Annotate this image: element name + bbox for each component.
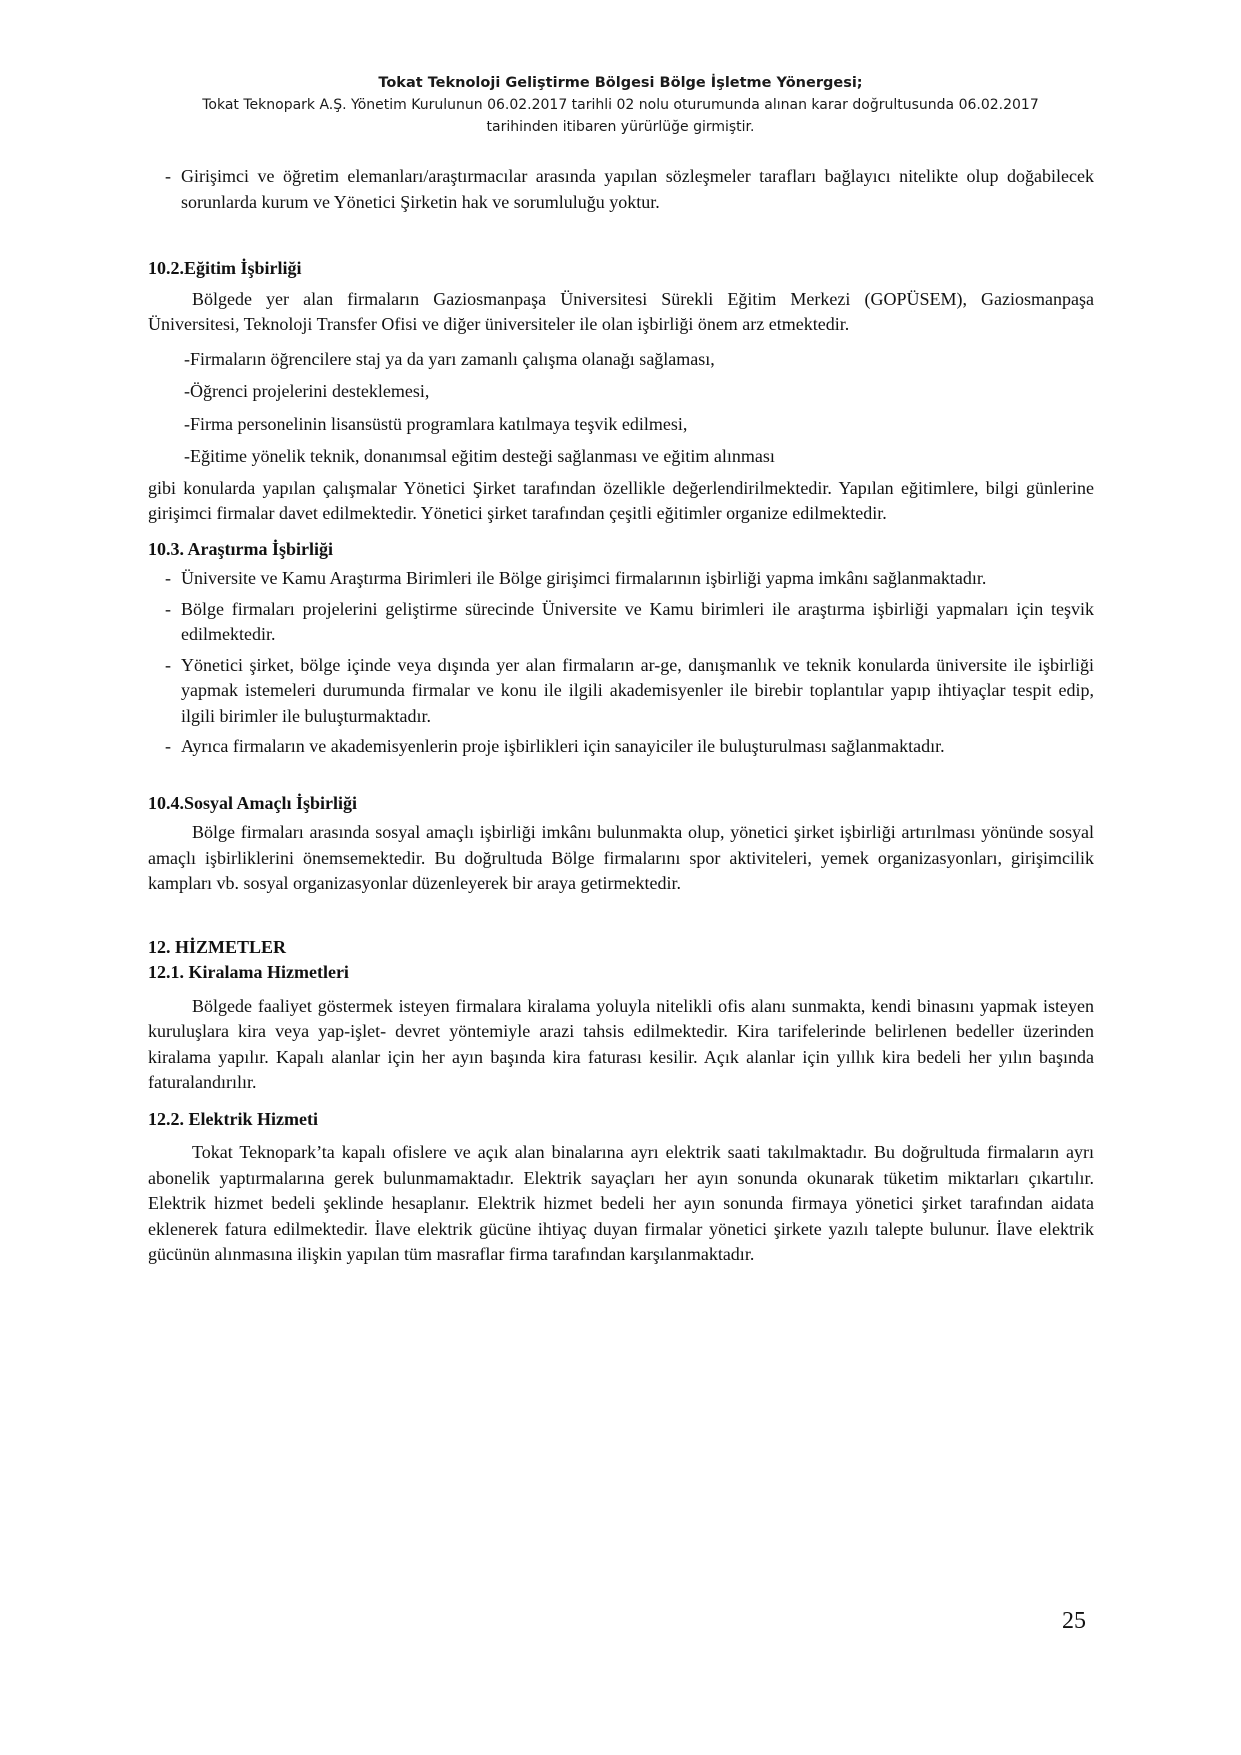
page-content bbox=[148, 164, 1094, 1268]
section-10-4-paragraph: Bölge firmaları arasında sosyal amaçlı işbirliği imkânı bulunmakta olup, yönetici şirket işbirliği artırılması yönünde sosyal amaçlı işbirliklerini önemsemektedir. Bu doğrultuda Bölge firmalarını spor aktiviteleri, yemek organizasyonları, girişimcilik kampları vb. sosyal organizasyonlar düzenleyerek bir araya getirmektedir. bbox=[148, 822, 1094, 893]
section-heading-10-4: 10.4.Sosyal Amaçlı İşbirliği bbox=[148, 792, 358, 813]
section-10-2-item: -Öğrenci projelerini desteklemesi, bbox=[184, 381, 430, 401]
section-10-3-item bbox=[148, 566, 1094, 592]
section-10-3-item-text: Üniversite ve Kamu Araştırma Birimleri ile Bölge girişimci firmalarının işbirliği yapma imkânı sağlanmaktadır. bbox=[181, 568, 987, 588]
section-10-2-item: -Eğitime yönelik teknik, donanımsal eğitim desteği sağlanması ve eğitim alınması bbox=[184, 446, 775, 466]
section-heading-12: 12. HİZMETLER bbox=[148, 936, 287, 957]
section-10-3-item-text: Bölge firmaları projelerini geliştirme sürecinde Üniversite ve Kamu birimleri ile araştırma işbirliği yapmaları için teşvik edilmektedir. bbox=[181, 598, 1094, 644]
section-10-2-closing: gibi konularda yapılan çalışmalar Yönetici Şirket tarafından özellikle değerlendirilmektedir. Yapılan eğitimlere, bilgi günlerine girişimci firmalar davet edilmektedir. Yönetici şirket tarafından çeşitli eğitimler organize edilmektedir. bbox=[148, 477, 1094, 523]
section-10-2-item: -Firma personelinin lisansüstü programlara katılmaya teşvik edilmesi, bbox=[184, 413, 688, 434]
dash-marker: - bbox=[165, 736, 171, 756]
section-12-2-paragraph: Tokat Teknopark’ta kapalı ofislere ve açık alan binalarına ayrı elektrik saati takılmaktadır. Bu doğrultuda firmaların ayrı abonelik yaptırmalarına gerek bulunmamaktadır. Elektrik sayaçları her ayın sonunda okunarak tüketim miktarları çıkartılır. Elektrik hizmet bedeli şeklinde hesaplanır. Elektrik hizmet bedeli her ayın sonunda firmaya yönetici şirket tarafından aidata eklenerek fatura edilmektedir. İlave elektrik gücüne ihtiyaç duyan firmalar yönetici şirkete yazılı talepte bulunur. İlave elektrik gücünün alınmasına ilişkin yapılan tüm masraflar firma tarafından karşılanmaktadır. bbox=[148, 1142, 1094, 1264]
section-10-3-item bbox=[148, 734, 1094, 760]
dash-marker: - bbox=[165, 568, 171, 588]
dash-marker: - bbox=[165, 166, 171, 186]
dash-marker: - bbox=[165, 654, 171, 675]
dash-marker: - bbox=[165, 598, 171, 619]
header-line-2: tarihinden itibaren yürürlüğe girmiştir. bbox=[486, 119, 755, 135]
section-12-1-paragraph: Bölgede faaliyet göstermek isteyen firmalara kiralama yoluyla nitelikli ofis alanı sunmakta, kendi binasını yapmak isteyen kuruluşlara kira veya yap-işlet- devret yöntemiyle arazi tahsis edilmektedir. Kira tarifelerinde belirlenen bedeller üzerinden kiralama yapılır. Kapalı alanlar için her ayın başında kira faturası kesilir. Açık alanlar için yıllık kira bedeli her yılın başında faturalandırılır. bbox=[148, 995, 1094, 1092]
section-heading-12-1: 12.1. Kiralama Hizmetleri bbox=[148, 962, 349, 982]
section-10-3-item bbox=[148, 653, 1094, 730]
section-10-3-item-text: Ayrıca firmaların ve akademisyenlerin proje işbirlikleri için sanayiciler ile buluşturulması sağlanmaktadır. bbox=[181, 736, 945, 756]
intro-list-item bbox=[148, 164, 1094, 215]
intro-item-text: Girişimci ve öğretim elemanları/araştırmacılar arasında yapılan sözleşmeler tarafları bağlayıcı nitelikte olup doğabilecek sorunlarda kurum ve Yönetici Şirketin hak ve sorumluluğu yoktur. bbox=[181, 166, 1094, 212]
section-heading-10-2: 10.2.Eğitim İşbirliği bbox=[148, 258, 302, 278]
header-line-1: Tokat Teknopark A.Ş. Yönetim Kurulunun 06.02.2017 tarihli 02 nolu oturumunda alınan karar doğrultusunda 06.02.2017 bbox=[202, 97, 1039, 113]
page-number: 25 bbox=[1062, 1608, 1086, 1634]
section-10-2-item: -Firmaların öğrencilere staj ya da yarı zamanlı çalışma olanağı sağlaması, bbox=[184, 348, 715, 369]
page-header bbox=[120, 72, 1121, 138]
header-title: Tokat Teknoloji Geliştirme Bölgesi Bölge İşletme Yönergesi; bbox=[378, 75, 863, 91]
section-heading-10-3: 10.3. Araştırma İşbirliği bbox=[148, 538, 333, 559]
section-10-2-paragraph: Bölgede yer alan firmaların Gaziosmanpaşa Üniversitesi Sürekli Eğitim Merkezi (GOPÜSEM), Gaziosmanpaşa Üniversitesi, Teknoloji Transfer Ofisi ve diğer üniversiteler ile olan işbirliği önem arz etmektedir. bbox=[148, 288, 1094, 334]
section-heading-12-2: 12.2. Elektrik Hizmeti bbox=[148, 1108, 318, 1129]
section-10-3-item bbox=[148, 597, 1094, 648]
section-10-3-item-text: Yönetici şirket, bölge içinde veya dışında yer alan firmaların ar-ge, danışmanlık ve teknik konularda üniversite ile işbirliği yapmak istemeleri durumunda firmalar ve konu ile ilgili akademisyenler ile birebir toplantılar yapıp ihtiyaçlar tespit edip, ilgili birimler ile buluşturmaktadır. bbox=[181, 654, 1094, 726]
